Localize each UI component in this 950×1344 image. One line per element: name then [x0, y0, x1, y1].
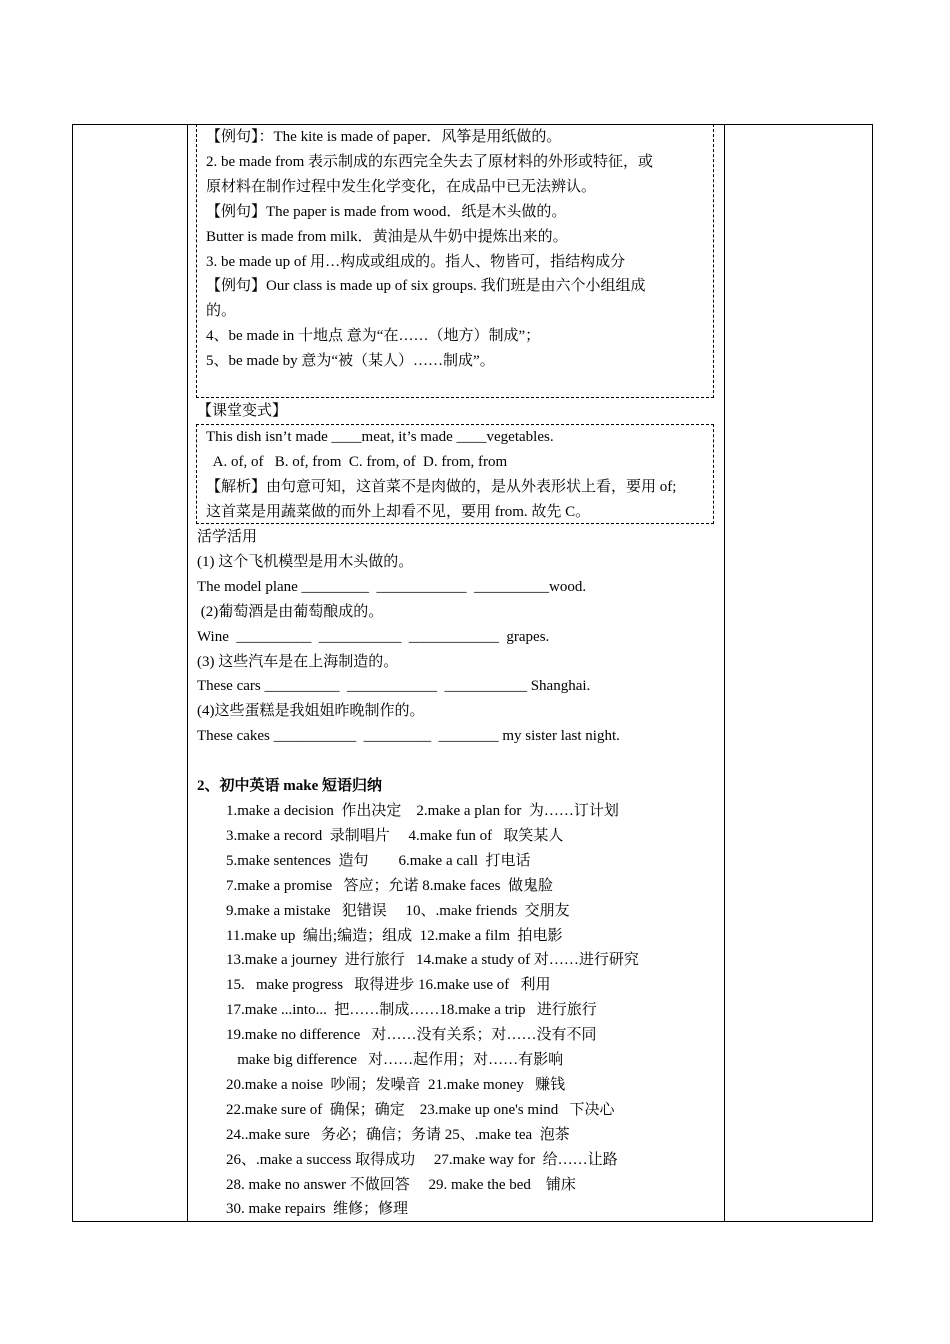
example-line: 【例句】Our class is made up of six groups. 我们班是由六个小组组成 [206, 278, 646, 295]
phrase-item: 1.make a decision 作出决定 2.make a plan for 为……订计划 [226, 803, 619, 819]
phrase-item: 3.make a record 录制唱片 4.make fun of 取笑某人 [226, 827, 564, 844]
phrase-item: 22.make sure of 确保；确定 23.make up one's mind 下决心 [226, 1101, 615, 1118]
practice-line: (2)葡萄酒是由葡萄酿成的。 [197, 603, 384, 620]
exercise-line: 这首菜是用蔬菜做的而外上却看不见，要用 from. 故先 C。 [206, 503, 591, 520]
practice-line: These cars __________ ____________ ___________ Shanghai. [197, 678, 591, 695]
example-line: 【例句】The paper is made from wood．纸是木头做的。 [206, 203, 567, 220]
section-title: 2、初中英语 make 短语归纳 [197, 778, 382, 794]
example-line: 原材料在制作过程中发生化学变化，在成品中已无法辨认。 [206, 178, 597, 195]
exercise-line: 【解析】由句意可知，这首菜不是肉做的，是从外表形状上看，要用 of; [206, 478, 677, 495]
example-line: 3. be made up of 用…构成或组成的。指人、物皆可，指结构成分 [206, 253, 626, 270]
phrase-item: 5.make sentences 造句 6.make a call 打电话 [226, 852, 531, 869]
example-line: 2. be made from 表示制成的东西完全失去了原材料的外形或特征，或 [206, 153, 654, 170]
practice-line: 活学活用 [197, 529, 258, 545]
example-line: 【例句】：The kite is made of paper．风筝是用纸做的。 [206, 129, 562, 145]
column-divider-right [724, 125, 725, 1221]
practice-line: (3) 这些汽车是在上海制造的。 [197, 653, 399, 670]
example-line: Butter is made from milk．黄油是从牛奶中提炼出来的。 [206, 228, 568, 245]
ketang-title: 【课堂变式】 [197, 403, 288, 419]
practice-line: (1) 这个飞机模型是用木头做的。 [197, 553, 414, 570]
practice-line: (4)这些蛋糕是我姐姐昨晚制作的。 [197, 703, 425, 720]
phrase-item: 9.make a mistake 犯错误 10、.make friends 交朋友 [226, 902, 570, 919]
phrase-item: make big difference 对……起作用；对……有影响 [226, 1052, 564, 1068]
phrase-item: 7.make a promise 答应；允诺 8.make faces 做鬼脸 [226, 877, 554, 894]
phrase-item: 26、.make a success 取得成功 27.make way for 给……让路 [226, 1151, 618, 1168]
practice-line: The model plane _________ ____________ __________wood. [197, 578, 587, 595]
phrase-item: 24..make sure 务必；确信；务请 25、.make tea 泡茶 [226, 1126, 570, 1143]
phrase-item: 20.make a noise 吵闹；发噪音 21.make money 赚钱 [226, 1076, 566, 1093]
exercise-line: A. of, of B. of, from C. from, of D. from, from [206, 453, 508, 470]
example-line: 4、be made in 十地点 意为“在……（地方）制成”； [206, 328, 541, 345]
column-divider-left [187, 125, 188, 1221]
phrase-item: 15. make progress 取得进步 16.make use of 利用 [226, 977, 551, 994]
example-line: 5、be made by 意为“被（某人）……制成”。 [206, 353, 495, 370]
phrase-item: 17.make ...into... 把……制成……18.make a trip 进行旅行 [226, 1002, 597, 1019]
phrase-item: 30. make repairs 维修；修理 [226, 1201, 409, 1218]
exercise-line: This dish isn’t made ____meat, it’s made ____vegetables. [206, 429, 554, 445]
phrase-item: 13.make a journey 进行旅行 14.make a study of 对……进行研究 [226, 952, 639, 969]
phrase-item: 11.make up 编出;编造；组成 12.make a film 拍电影 [226, 927, 563, 944]
practice-line: These cakes ___________ _________ ________ my sister last night. [197, 728, 620, 745]
phrase-item: 28. make no answer 不做回答 29. make the bed 铺床 [226, 1176, 576, 1193]
phrase-item: 19.make no difference 对……没有关系；对……没有不同 [226, 1027, 597, 1044]
practice-line: Wine __________ ___________ ____________ grapes. [197, 628, 550, 645]
example-line: 的。 [206, 303, 237, 320]
